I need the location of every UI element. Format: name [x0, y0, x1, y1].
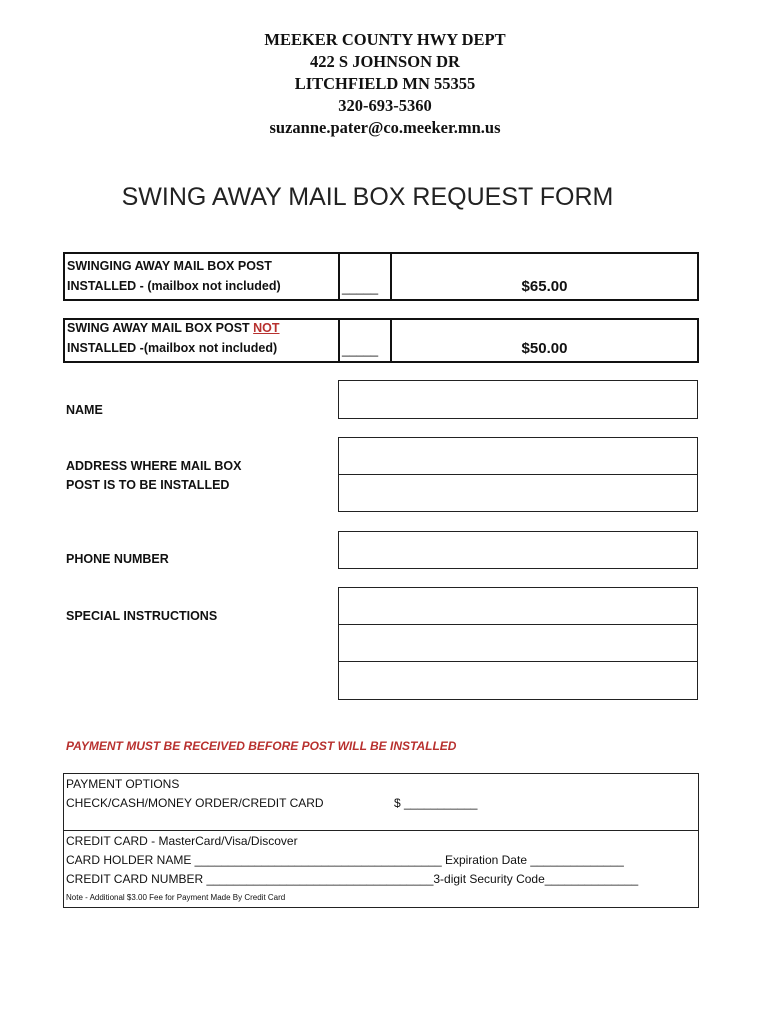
form-title: SWING AWAY MAIL BOX REQUEST FORM: [121, 183, 614, 211]
address-input-line1[interactable]: [338, 437, 698, 475]
option-not-installed-line1: [67, 318, 280, 338]
address-label-line2: POST IS TO BE INSTALLED: [66, 478, 230, 492]
address-input-line2[interactable]: [338, 474, 698, 512]
payment-amount-field[interactable]: $ ___________: [394, 796, 478, 810]
instructions-label: SPECIAL INSTRUCTIONS: [66, 609, 218, 623]
instructions-input-line1[interactable]: [338, 587, 698, 625]
street-address: 422 S JOHNSON DR: [310, 52, 460, 71]
divider: [338, 320, 340, 361]
option-not-installed-line2: INSTALLED -(mailbox not included): [67, 341, 278, 355]
credit-card-heading: CREDIT CARD - MasterCard/Visa/Discover: [66, 834, 298, 848]
card-number-line[interactable]: CREDIT CARD NUMBER __________________________________3-digit Security Code______________: [66, 872, 639, 886]
option-installed-line2: INSTALLED - (mailbox not included): [67, 279, 281, 293]
quantity-blank-installed[interactable]: _____: [342, 280, 379, 295]
option-not-installed-prefix: SWING AWAY MAIL BOX POST: [67, 321, 254, 335]
price-not-installed: $50.00: [521, 340, 568, 357]
card-holder-line[interactable]: CARD HOLDER NAME _____________________________________ Expiration Date ______________: [66, 853, 624, 867]
phone-number: 320-693-5360: [338, 96, 432, 115]
credit-card-fee-note: Note - Additional $3.00 Fee for Payment Made By Credit Card: [66, 893, 286, 902]
payment-notice: PAYMENT MUST BE RECEIVED BEFORE POST WILL BE INSTALLED: [66, 739, 457, 753]
divider: [338, 254, 340, 299]
not-emphasis: NOT: [253, 321, 280, 335]
phone-input[interactable]: [338, 531, 698, 569]
payment-methods: CHECK/CASH/MONEY ORDER/CREDIT CARD: [66, 796, 324, 810]
name-input[interactable]: [338, 380, 698, 419]
price-installed: $65.00: [521, 278, 568, 295]
instructions-input-line2[interactable]: [338, 624, 698, 662]
org-name: MEEKER COUNTY HWY DEPT: [264, 30, 506, 49]
instructions-input-line3[interactable]: [338, 661, 698, 700]
phone-label: PHONE NUMBER: [66, 552, 169, 566]
payment-divider: [63, 830, 699, 831]
option-installed-line1: SWINGING AWAY MAIL BOX POST: [67, 259, 272, 273]
name-label: NAME: [66, 403, 103, 417]
email-address[interactable]: suzanne.pater@co.meeker.mn.us: [269, 118, 501, 137]
address-label-line1: ADDRESS WHERE MAIL BOX: [66, 459, 242, 473]
city-state-zip: LITCHFIELD MN 55355: [294, 74, 476, 93]
quantity-blank-not-installed[interactable]: _____: [342, 342, 379, 357]
payment-options-heading: PAYMENT OPTIONS: [66, 777, 180, 791]
